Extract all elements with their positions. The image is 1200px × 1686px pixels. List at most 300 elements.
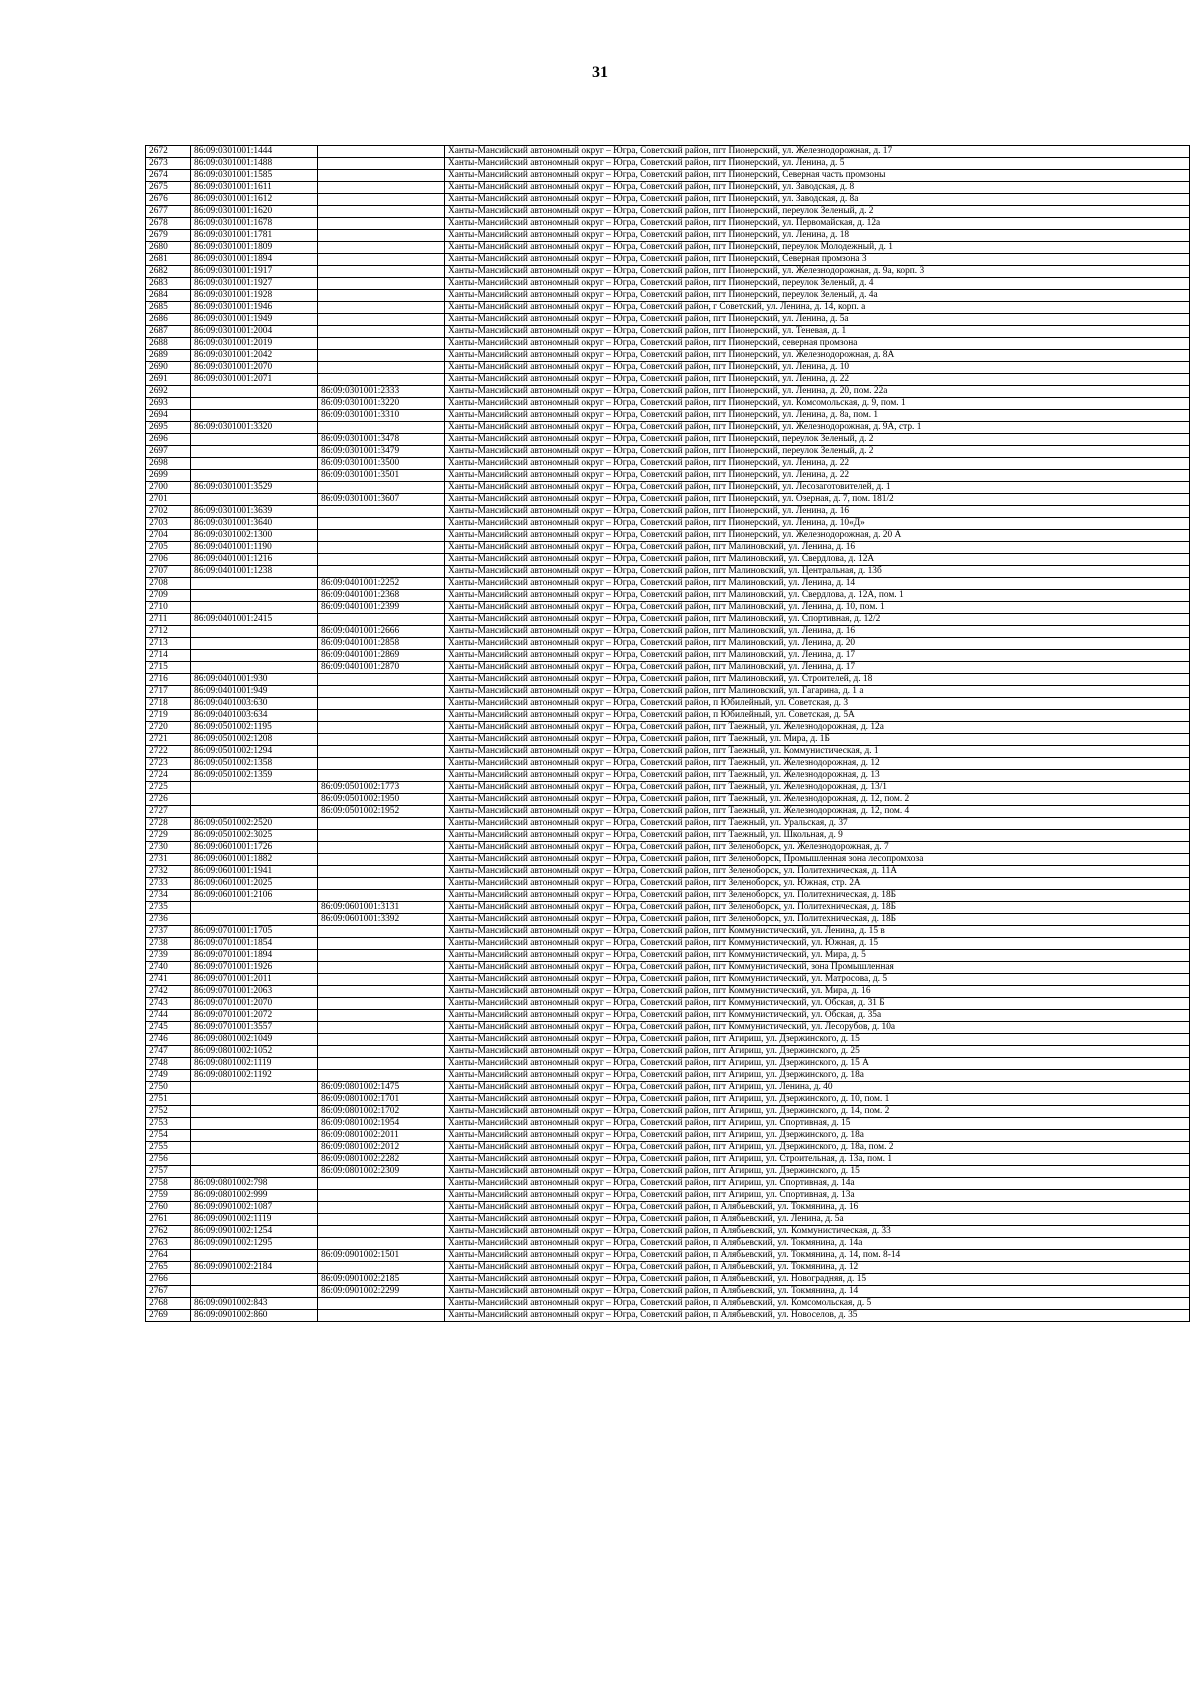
address-cell: Ханты-Мансийский автономный округ – Югра, Советский район, пгт Таежный, ул. Железнодорожная, д. 13/1 xyxy=(445,782,1190,794)
table-row xyxy=(146,770,1190,782)
table-row xyxy=(146,938,1190,950)
address-cell: Ханты-Мансийский автономный округ – Югра, Советский район, пгт Коммунистический, ул. Ленина, д. 15 в xyxy=(445,926,1190,938)
land-cadastral-number-cell: 86:09:0301001:1928 xyxy=(191,290,318,302)
table-row xyxy=(146,1226,1190,1238)
row-number-cell: 2676 xyxy=(146,194,191,206)
table-row xyxy=(146,314,1190,326)
land-cadastral-number-cell: 86:09:0301001:3640 xyxy=(191,518,318,530)
row-number-cell: 2734 xyxy=(146,890,191,902)
land-cadastral-number-cell: 86:09:0901002:1087 xyxy=(191,1202,318,1214)
address-cell: Ханты-Мансийский автономный округ – Югра, Советский район, пгт Коммунистический, ул. Мира, д. 16 xyxy=(445,986,1190,998)
land-cadastral-number-cell: 86:09:0501002:2520 xyxy=(191,818,318,830)
table-row xyxy=(146,626,1190,638)
land-cadastral-number-cell: 86:09:0301001:1894 xyxy=(191,254,318,266)
address-cell: Ханты-Мансийский автономный округ – Югра, Советский район, пгт Коммунистический, ул. Мира, д. 5 xyxy=(445,950,1190,962)
building-cadastral-number-cell xyxy=(318,1310,445,1322)
row-number-cell: 2759 xyxy=(146,1190,191,1202)
address-cell: Ханты-Мансийский автономный округ – Югра, Советский район, пгт Пионерский, ул. Комсомольская, д. 9, пом. 1 xyxy=(445,398,1190,410)
address-cell: Ханты-Мансийский автономный округ – Югра, Советский район, пгт Зеленоборск, ул. Политехническая, д. 18Б xyxy=(445,890,1190,902)
address-cell: Ханты-Мансийский автономный округ – Югра, Советский район, пгт Агириш, ул. Дзержинского, д. 15 xyxy=(445,1166,1190,1178)
land-cadastral-number-cell: 86:09:0301001:1781 xyxy=(191,230,318,242)
land-cadastral-number-cell: 86:09:0301001:1620 xyxy=(191,206,318,218)
land-cadastral-number-cell: 86:09:0501002:1358 xyxy=(191,758,318,770)
building-cadastral-number-cell: 86:09:0801002:2309 xyxy=(318,1166,445,1178)
land-cadastral-number-cell: 86:09:0301001:1612 xyxy=(191,194,318,206)
land-cadastral-number-cell: 86:09:0301001:2071 xyxy=(191,374,318,386)
address-cell: Ханты-Мансийский автономный округ – Югра, Советский район, пгт Пионерский, ул. Первомайская, д. 12а xyxy=(445,218,1190,230)
land-cadastral-number-cell: 86:09:0701001:1926 xyxy=(191,962,318,974)
row-number-cell: 2740 xyxy=(146,962,191,974)
building-cadastral-number-cell xyxy=(318,194,445,206)
building-cadastral-number-cell xyxy=(318,986,445,998)
building-cadastral-number-cell xyxy=(318,1010,445,1022)
address-cell: Ханты-Мансийский автономный округ – Югра, Советский район, п Юбилейный, ул. Советская, д. 3 xyxy=(445,698,1190,710)
row-number-cell: 2750 xyxy=(146,1082,191,1094)
building-cadastral-number-cell xyxy=(318,290,445,302)
building-cadastral-number-cell: 86:09:0601001:3392 xyxy=(318,914,445,926)
address-cell: Ханты-Мансийский автономный округ – Югра, Советский район, п Алябьевский, ул. Коммунистическая, д. 33 xyxy=(445,1226,1190,1238)
building-cadastral-number-cell: 86:09:0401001:2666 xyxy=(318,626,445,638)
row-number-cell: 2710 xyxy=(146,602,191,614)
address-cell: Ханты-Мансийский автономный округ – Югра, Советский район, г Советский, ул. Ленина, д. 14, корп. а xyxy=(445,302,1190,314)
table-row xyxy=(146,1118,1190,1130)
table-row xyxy=(146,842,1190,854)
building-cadastral-number-cell xyxy=(318,1226,445,1238)
building-cadastral-number-cell xyxy=(318,374,445,386)
land-cadastral-number-cell: 86:09:0501002:1359 xyxy=(191,770,318,782)
building-cadastral-number-cell xyxy=(318,866,445,878)
row-number-cell: 2701 xyxy=(146,494,191,506)
row-number-cell: 2762 xyxy=(146,1226,191,1238)
address-cell: Ханты-Мансийский автономный округ – Югра, Советский район, пгт Пионерский, ул. Заводская, д. 8а xyxy=(445,194,1190,206)
table-row xyxy=(146,362,1190,374)
address-cell: Ханты-Мансийский автономный округ – Югра, Советский район, пгт Пионерский, ул. Железнодорожная, д. 9А, стр. 1 xyxy=(445,422,1190,434)
building-cadastral-number-cell xyxy=(318,266,445,278)
table-row xyxy=(146,578,1190,590)
building-cadastral-number-cell xyxy=(318,938,445,950)
row-number-cell: 2675 xyxy=(146,182,191,194)
land-cadastral-number-cell xyxy=(191,806,318,818)
land-cadastral-number-cell: 86:09:0801002:1049 xyxy=(191,1034,318,1046)
row-number-cell: 2733 xyxy=(146,878,191,890)
land-cadastral-number-cell xyxy=(191,590,318,602)
table-row xyxy=(146,782,1190,794)
table-row xyxy=(146,962,1190,974)
address-cell: Ханты-Мансийский автономный округ – Югра, Советский район, пгт Малиновский, ул. Свердлова, д. 12А, пом. 1 xyxy=(445,590,1190,602)
address-cell: Ханты-Мансийский автономный округ – Югра, Советский район, пгт Пионерский, ул. Ленина, д. 5 xyxy=(445,158,1190,170)
address-cell: Ханты-Мансийский автономный округ – Югра, Советский район, пгт Коммунистический, ул. Южная, д. 15 xyxy=(445,938,1190,950)
building-cadastral-number-cell xyxy=(318,326,445,338)
row-number-cell: 2752 xyxy=(146,1106,191,1118)
address-cell: Ханты-Мансийский автономный округ – Югра, Советский район, пгт Таежный, ул. Железнодорожная, д. 13 xyxy=(445,770,1190,782)
building-cadastral-number-cell xyxy=(318,950,445,962)
row-number-cell: 2706 xyxy=(146,554,191,566)
land-cadastral-number-cell: 86:09:0901002:843 xyxy=(191,1298,318,1310)
land-cadastral-number-cell: 86:09:0401001:930 xyxy=(191,674,318,686)
address-cell: Ханты-Мансийский автономный округ – Югра, Советский район, пгт Малиновский, ул. Спортивная, д. 12/2 xyxy=(445,614,1190,626)
building-cadastral-number-cell: 86:09:0301001:3310 xyxy=(318,410,445,422)
table-row xyxy=(146,914,1190,926)
land-cadastral-number-cell xyxy=(191,914,318,926)
table-row xyxy=(146,1094,1190,1106)
building-cadastral-number-cell: 86:09:0801002:2282 xyxy=(318,1154,445,1166)
address-cell: Ханты-Мансийский автономный округ – Югра, Советский район, пгт Пионерский, ул. Ленина, д. 22 xyxy=(445,470,1190,482)
row-number-cell: 2748 xyxy=(146,1058,191,1070)
row-number-cell: 2674 xyxy=(146,170,191,182)
building-cadastral-number-cell: 86:09:0301001:3479 xyxy=(318,446,445,458)
land-cadastral-number-cell: 86:09:0801002:999 xyxy=(191,1190,318,1202)
row-number-cell: 2703 xyxy=(146,518,191,530)
land-cadastral-number-cell: 86:09:0501002:1208 xyxy=(191,734,318,746)
building-cadastral-number-cell: 86:09:0301001:2333 xyxy=(318,386,445,398)
table-row xyxy=(146,350,1190,362)
address-cell: Ханты-Мансийский автономный округ – Югра, Советский район, пгт Пионерский, Северная часть промзоны xyxy=(445,170,1190,182)
row-number-cell: 2739 xyxy=(146,950,191,962)
table-row xyxy=(146,1310,1190,1322)
row-number-cell: 2719 xyxy=(146,710,191,722)
row-number-cell: 2742 xyxy=(146,986,191,998)
building-cadastral-number-cell: 86:09:0401001:2869 xyxy=(318,650,445,662)
building-cadastral-number-cell: 86:09:0301001:3500 xyxy=(318,458,445,470)
address-cell: Ханты-Мансийский автономный округ – Югра, Советский район, пгт Агириш, ул. Дзержинского, д. 25 xyxy=(445,1046,1190,1058)
row-number-cell: 2695 xyxy=(146,422,191,434)
building-cadastral-number-cell: 86:09:0301001:3478 xyxy=(318,434,445,446)
row-number-cell: 2731 xyxy=(146,854,191,866)
land-cadastral-number-cell: 86:09:0301001:2070 xyxy=(191,362,318,374)
table-row xyxy=(146,530,1190,542)
row-number-cell: 2767 xyxy=(146,1286,191,1298)
table-row xyxy=(146,386,1190,398)
table-row xyxy=(146,854,1190,866)
table-row xyxy=(146,446,1190,458)
building-cadastral-number-cell xyxy=(318,818,445,830)
table-row xyxy=(146,722,1190,734)
table-row xyxy=(146,1238,1190,1250)
land-cadastral-number-cell: 86:09:0301001:1611 xyxy=(191,182,318,194)
row-number-cell: 2766 xyxy=(146,1274,191,1286)
row-number-cell: 2722 xyxy=(146,746,191,758)
address-cell: Ханты-Мансийский автономный округ – Югра, Советский район, пгт Пионерский, ул. Железнодорожная, д. 17 xyxy=(445,146,1190,158)
building-cadastral-number-cell xyxy=(318,722,445,734)
land-cadastral-number-cell: 86:09:0601001:1726 xyxy=(191,842,318,854)
row-number-cell: 2696 xyxy=(146,434,191,446)
address-cell: Ханты-Мансийский автономный округ – Югра, Советский район, пгт Пионерский, ул. Ленина, д. 10 xyxy=(445,362,1190,374)
address-cell: Ханты-Мансийский автономный округ – Югра, Советский район, пгт Агириш, ул. Строительная, д. 13а, пом. 1 xyxy=(445,1154,1190,1166)
row-number-cell: 2729 xyxy=(146,830,191,842)
land-cadastral-number-cell xyxy=(191,398,318,410)
land-cadastral-number-cell xyxy=(191,794,318,806)
building-cadastral-number-cell: 86:09:0601001:3131 xyxy=(318,902,445,914)
address-cell: Ханты-Мансийский автономный округ – Югра, Советский район, пгт Агириш, ул. Спортивная, д. 13а xyxy=(445,1190,1190,1202)
table-row xyxy=(146,1082,1190,1094)
land-cadastral-number-cell: 86:09:0701001:3557 xyxy=(191,1022,318,1034)
building-cadastral-number-cell xyxy=(318,974,445,986)
address-cell: Ханты-Мансийский автономный округ – Югра, Советский район, п Алябьевский, ул. Токмянина, д. 16 xyxy=(445,1202,1190,1214)
land-cadastral-number-cell xyxy=(191,902,318,914)
land-cadastral-number-cell: 86:09:0701001:1705 xyxy=(191,926,318,938)
table-row xyxy=(146,266,1190,278)
row-number-cell: 2756 xyxy=(146,1154,191,1166)
table-row xyxy=(146,470,1190,482)
address-cell: Ханты-Мансийский автономный округ – Югра, Советский район, пгт Пионерский, ул. Ленина, д. 10«Д» xyxy=(445,518,1190,530)
table-row xyxy=(146,1142,1190,1154)
address-cell: Ханты-Мансийский автономный округ – Югра, Советский район, пгт Таежный, ул. Уральская, д. 37 xyxy=(445,818,1190,830)
row-number-cell: 2727 xyxy=(146,806,191,818)
row-number-cell: 2716 xyxy=(146,674,191,686)
address-cell: Ханты-Мансийский автономный округ – Югра, Советский район, пгт Малиновский, ул. Ленина, д. 17 xyxy=(445,650,1190,662)
building-cadastral-number-cell: 86:09:0501002:1773 xyxy=(318,782,445,794)
table-row xyxy=(146,998,1190,1010)
address-cell: Ханты-Мансийский автономный округ – Югра, Советский район, пгт Пионерский, ул. Ленина, д. 20, пом. 22а xyxy=(445,386,1190,398)
table-row xyxy=(146,410,1190,422)
address-cell: Ханты-Мансийский автономный округ – Югра, Советский район, пгт Пионерский, ул. Ленина, д. 8а, пом. 1 xyxy=(445,410,1190,422)
address-cell: Ханты-Мансийский автономный округ – Югра, Советский район, пгт Коммунистический, ул. Обская, д. 31 Б xyxy=(445,998,1190,1010)
table-row xyxy=(146,1010,1190,1022)
row-number-cell: 2704 xyxy=(146,530,191,542)
row-number-cell: 2744 xyxy=(146,1010,191,1022)
table-row xyxy=(146,494,1190,506)
row-number-cell: 2682 xyxy=(146,266,191,278)
building-cadastral-number-cell xyxy=(318,158,445,170)
address-cell: Ханты-Мансийский автономный округ – Югра, Советский район, п Алябьевский, ул. Новоселов, д. 35 xyxy=(445,1310,1190,1322)
table-row xyxy=(146,554,1190,566)
land-cadastral-number-cell: 86:09:0901002:860 xyxy=(191,1310,318,1322)
table-row xyxy=(146,482,1190,494)
address-cell: Ханты-Мансийский автономный округ – Югра, Советский район, пгт Таежный, ул. Железнодорожная, д. 12а xyxy=(445,722,1190,734)
row-number-cell: 2721 xyxy=(146,734,191,746)
building-cadastral-number-cell xyxy=(318,1190,445,1202)
row-number-cell: 2749 xyxy=(146,1070,191,1082)
row-number-cell: 2702 xyxy=(146,506,191,518)
building-cadastral-number-cell xyxy=(318,962,445,974)
land-cadastral-number-cell: 86:09:0301001:1927 xyxy=(191,278,318,290)
row-number-cell: 2761 xyxy=(146,1214,191,1226)
land-cadastral-number-cell: 86:09:0401001:2415 xyxy=(191,614,318,626)
table-row xyxy=(146,254,1190,266)
land-cadastral-number-cell xyxy=(191,470,318,482)
table-row xyxy=(146,1034,1190,1046)
row-number-cell: 2680 xyxy=(146,242,191,254)
table-row xyxy=(146,518,1190,530)
row-number-cell: 2765 xyxy=(146,1262,191,1274)
address-cell: Ханты-Мансийский автономный округ – Югра, Советский район, пгт Малиновский, ул. Строителей, д. 18 xyxy=(445,674,1190,686)
row-number-cell: 2743 xyxy=(146,998,191,1010)
row-number-cell: 2684 xyxy=(146,290,191,302)
row-number-cell: 2687 xyxy=(146,326,191,338)
building-cadastral-number-cell: 86:09:0801002:2012 xyxy=(318,1142,445,1154)
address-cell: Ханты-Мансийский автономный округ – Югра, Советский район, пгт Пионерский, ул. Заводская, д. 8 xyxy=(445,182,1190,194)
row-number-cell: 2698 xyxy=(146,458,191,470)
land-cadastral-number-cell: 86:09:0401001:1216 xyxy=(191,554,318,566)
building-cadastral-number-cell xyxy=(318,746,445,758)
land-cadastral-number-cell xyxy=(191,1166,318,1178)
land-cadastral-number-cell: 86:09:0401001:1190 xyxy=(191,542,318,554)
land-cadastral-number-cell: 86:09:0301001:1678 xyxy=(191,218,318,230)
address-cell: Ханты-Мансийский автономный округ – Югра, Советский район, пгт Таежный, ул. Железнодорожная, д. 12, пом. 4 xyxy=(445,806,1190,818)
address-cell: Ханты-Мансийский автономный округ – Югра, Советский район, пгт Коммунистический, ул. Матросова, д. 5 xyxy=(445,974,1190,986)
table-row xyxy=(146,710,1190,722)
table-row xyxy=(146,458,1190,470)
building-cadastral-number-cell xyxy=(318,770,445,782)
building-cadastral-number-cell xyxy=(318,1214,445,1226)
land-cadastral-number-cell: 86:09:0901002:1295 xyxy=(191,1238,318,1250)
address-cell: Ханты-Мансийский автономный округ – Югра, Советский район, пгт Пионерский, переулок Зеленый, д. 2 xyxy=(445,446,1190,458)
address-cell: Ханты-Мансийский автономный округ – Югра, Советский район, п Алябьевский, ул. Токмянина, д. 14, пом. 8-14 xyxy=(445,1250,1190,1262)
address-cell: Ханты-Мансийский автономный округ – Югра, Советский район, пгт Зеленоборск, ул. Политехническая, д. 18Б xyxy=(445,914,1190,926)
address-cell: Ханты-Мансийский автономный округ – Югра, Советский район, пгт Пионерский, переулок Зеленый, д. 4а xyxy=(445,290,1190,302)
table-row xyxy=(146,506,1190,518)
building-cadastral-number-cell xyxy=(318,854,445,866)
building-cadastral-number-cell xyxy=(318,1178,445,1190)
row-number-cell: 2754 xyxy=(146,1130,191,1142)
address-cell: Ханты-Мансийский автономный округ – Югра, Советский район, пгт Пионерский, ул. Ленина, д. 22 xyxy=(445,374,1190,386)
table-row xyxy=(146,890,1190,902)
row-number-cell: 2724 xyxy=(146,770,191,782)
table-row xyxy=(146,1154,1190,1166)
land-cadastral-number-cell: 86:09:0401001:949 xyxy=(191,686,318,698)
land-cadastral-number-cell: 86:09:0301001:2019 xyxy=(191,338,318,350)
land-cadastral-number-cell: 86:09:0701001:2063 xyxy=(191,986,318,998)
building-cadastral-number-cell: 86:09:0401001:2870 xyxy=(318,662,445,674)
building-cadastral-number-cell xyxy=(318,1022,445,1034)
land-cadastral-number-cell: 86:09:0301001:1946 xyxy=(191,302,318,314)
row-number-cell: 2689 xyxy=(146,350,191,362)
row-number-cell: 2764 xyxy=(146,1250,191,1262)
land-cadastral-number-cell: 86:09:0301001:3320 xyxy=(191,422,318,434)
land-cadastral-number-cell: 86:09:0301001:1917 xyxy=(191,266,318,278)
address-cell: Ханты-Мансийский автономный округ – Югра, Советский район, пгт Агириш, ул. Спортивная, д. 15 xyxy=(445,1118,1190,1130)
land-cadastral-number-cell: 86:09:0301001:1949 xyxy=(191,314,318,326)
address-cell: Ханты-Мансийский автономный округ – Югра, Советский район, пгт Пионерский, переулок Зеленый, д. 2 xyxy=(445,206,1190,218)
land-cadastral-number-cell: 86:09:0901002:2184 xyxy=(191,1262,318,1274)
building-cadastral-number-cell: 86:09:0401001:2399 xyxy=(318,602,445,614)
row-number-cell: 2673 xyxy=(146,158,191,170)
table-row xyxy=(146,1166,1190,1178)
land-cadastral-number-cell xyxy=(191,782,318,794)
table-row xyxy=(146,542,1190,554)
address-cell: Ханты-Мансийский автономный округ – Югра, Советский район, пгт Пионерский, переулок Молодежный, д. 1 xyxy=(445,242,1190,254)
land-cadastral-number-cell xyxy=(191,494,318,506)
address-cell: Ханты-Мансийский автономный округ – Югра, Советский район, п Алябьевский, ул. Новоградняя, д. 15 xyxy=(445,1274,1190,1286)
building-cadastral-number-cell: 86:09:0401001:2368 xyxy=(318,590,445,602)
building-cadastral-number-cell xyxy=(318,422,445,434)
address-cell: Ханты-Мансийский автономный округ – Югра, Советский район, пгт Агириш, ул. Дзержинского, д. 14, пом. 2 xyxy=(445,1106,1190,1118)
building-cadastral-number-cell xyxy=(318,1034,445,1046)
row-number-cell: 2737 xyxy=(146,926,191,938)
table-row xyxy=(146,974,1190,986)
table-row xyxy=(146,878,1190,890)
row-number-cell: 2763 xyxy=(146,1238,191,1250)
land-cadastral-number-cell: 86:09:0601001:2025 xyxy=(191,878,318,890)
building-cadastral-number-cell xyxy=(318,506,445,518)
row-number-cell: 2686 xyxy=(146,314,191,326)
land-cadastral-number-cell: 86:09:0701001:2011 xyxy=(191,974,318,986)
land-cadastral-number-cell: 86:09:0601001:1941 xyxy=(191,866,318,878)
table-row xyxy=(146,1190,1190,1202)
address-cell: Ханты-Мансийский автономный округ – Югра, Советский район, пгт Малиновский, ул. Ленина, д. 20 xyxy=(445,638,1190,650)
land-cadastral-number-cell: 86:09:0301001:1809 xyxy=(191,242,318,254)
building-cadastral-number-cell xyxy=(318,218,445,230)
building-cadastral-number-cell xyxy=(318,314,445,326)
row-number-cell: 2745 xyxy=(146,1022,191,1034)
address-cell: Ханты-Мансийский автономный округ – Югра, Советский район, пгт Пионерский, ул. Ленина, д. 22 xyxy=(445,458,1190,470)
table-row xyxy=(146,830,1190,842)
row-number-cell: 2741 xyxy=(146,974,191,986)
table-row xyxy=(146,158,1190,170)
address-cell: Ханты-Мансийский автономный округ – Югра, Советский район, пгт Малиновский, ул. Ленина, д. 16 xyxy=(445,626,1190,638)
land-cadastral-number-cell xyxy=(191,410,318,422)
building-cadastral-number-cell: 86:09:0801002:1475 xyxy=(318,1082,445,1094)
land-cadastral-number-cell xyxy=(191,1130,318,1142)
table-row xyxy=(146,806,1190,818)
address-cell: Ханты-Мансийский автономный округ – Югра, Советский район, пгт Пионерский, ул. Ленина, д. 16 xyxy=(445,506,1190,518)
building-cadastral-number-cell xyxy=(318,206,445,218)
table-row xyxy=(146,674,1190,686)
table-row xyxy=(146,986,1190,998)
address-cell: Ханты-Мансийский автономный округ – Югра, Советский район, пгт Малиновский, ул. Свердлова, д. 12А xyxy=(445,554,1190,566)
land-cadastral-number-cell: 86:09:0901002:1254 xyxy=(191,1226,318,1238)
row-number-cell: 2723 xyxy=(146,758,191,770)
row-number-cell: 2769 xyxy=(146,1310,191,1322)
row-number-cell: 2678 xyxy=(146,218,191,230)
table-row xyxy=(146,950,1190,962)
address-cell: Ханты-Мансийский автономный округ – Югра, Советский район, п Алябьевский, ул. Комсомольская, д. 5 xyxy=(445,1298,1190,1310)
row-number-cell: 2728 xyxy=(146,818,191,830)
building-cadastral-number-cell: 86:09:0801002:2011 xyxy=(318,1130,445,1142)
address-cell: Ханты-Мансийский автономный округ – Югра, Советский район, пгт Малиновский, ул. Ленина, д. 17 xyxy=(445,662,1190,674)
address-cell: Ханты-Мансийский автономный округ – Югра, Советский район, пгт Агириш, ул. Дзержинского, д. 15 А xyxy=(445,1058,1190,1070)
land-cadastral-number-cell: 86:09:0601001:1882 xyxy=(191,854,318,866)
address-cell: Ханты-Мансийский автономный округ – Югра, Советский район, пгт Пионерский, ул. Железнодорожная, д. 20 А xyxy=(445,530,1190,542)
address-cell: Ханты-Мансийский автономный округ – Югра, Советский район, пгт Коммунистический, ул. Лесорубов, д. 10а xyxy=(445,1022,1190,1034)
table-row xyxy=(146,566,1190,578)
building-cadastral-number-cell xyxy=(318,230,445,242)
building-cadastral-number-cell xyxy=(318,146,445,158)
address-cell: Ханты-Мансийский автономный округ – Югра, Советский район, пгт Пионерский, северная промзона xyxy=(445,338,1190,350)
land-cadastral-number-cell xyxy=(191,1154,318,1166)
address-cell: Ханты-Мансийский автономный округ – Югра, Советский район, пгт Пионерский, ул. Железнодорожная, д. 9а, корп. 3 xyxy=(445,266,1190,278)
table-row xyxy=(146,1202,1190,1214)
building-cadastral-number-cell xyxy=(318,698,445,710)
building-cadastral-number-cell xyxy=(318,170,445,182)
land-cadastral-number-cell xyxy=(191,458,318,470)
address-cell: Ханты-Мансийский автономный округ – Югра, Советский район, п Алябьевский, ул. Токмянина, д. 14 xyxy=(445,1286,1190,1298)
address-cell: Ханты-Мансийский автономный округ – Югра, Советский район, пгт Зеленоборск, ул. Южная, стр. 2А xyxy=(445,878,1190,890)
building-cadastral-number-cell: 86:09:0301001:3220 xyxy=(318,398,445,410)
building-cadastral-number-cell xyxy=(318,926,445,938)
land-cadastral-number-cell: 86:09:0701001:1894 xyxy=(191,950,318,962)
address-cell: Ханты-Мансийский автономный округ – Югра, Советский район, пгт Зеленоборск, Промышленная зона лесопромхоза xyxy=(445,854,1190,866)
address-cell: Ханты-Мансийский автономный округ – Югра, Советский район, пгт Малиновский, ул. Гагарина, д. 1 а xyxy=(445,686,1190,698)
building-cadastral-number-cell: 86:09:0501002:1950 xyxy=(318,794,445,806)
address-cell: Ханты-Мансийский автономный округ – Югра, Советский район, пгт Зеленоборск, ул. Железнодорожная, д. 7 xyxy=(445,842,1190,854)
row-number-cell: 2693 xyxy=(146,398,191,410)
address-cell: Ханты-Мансийский автономный округ – Югра, Советский район, пгт Малиновский, ул. Ленина, д. 10, пом. 1 xyxy=(445,602,1190,614)
building-cadastral-number-cell xyxy=(318,1058,445,1070)
land-cadastral-number-cell xyxy=(191,578,318,590)
building-cadastral-number-cell: 86:09:0801002:1701 xyxy=(318,1094,445,1106)
building-cadastral-number-cell xyxy=(318,362,445,374)
row-number-cell: 2753 xyxy=(146,1118,191,1130)
address-cell: Ханты-Мансийский автономный округ – Югра, Советский район, пгт Пионерский, ул. Железнодорожная, д. 8А xyxy=(445,350,1190,362)
row-number-cell: 2757 xyxy=(146,1166,191,1178)
row-number-cell: 2736 xyxy=(146,914,191,926)
building-cadastral-number-cell: 86:09:0901002:2299 xyxy=(318,1286,445,1298)
table-row xyxy=(146,746,1190,758)
land-cadastral-number-cell: 86:09:0801002:1052 xyxy=(191,1046,318,1058)
table-row xyxy=(146,242,1190,254)
land-cadastral-number-cell: 86:09:0501002:1195 xyxy=(191,722,318,734)
